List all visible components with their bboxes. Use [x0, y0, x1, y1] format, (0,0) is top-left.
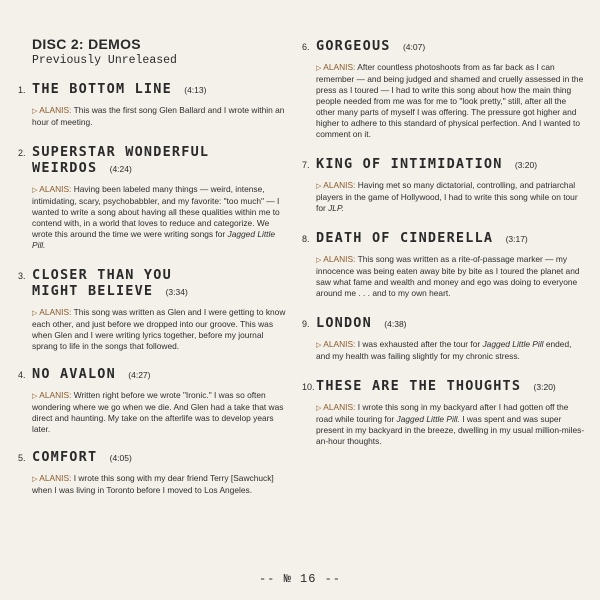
speaker-label: ALANIS:: [39, 184, 72, 194]
track-duration: (3:20): [514, 160, 538, 170]
track-title: THESE ARE THE THOUGHTS (3:20): [316, 378, 556, 394]
speaker-label: ALANIS:: [39, 390, 72, 400]
disc-subtitle: Previously Unreleased: [32, 54, 177, 67]
disc-title: DISC 2: DEMOS: [32, 36, 141, 52]
track-entry: [302, 156, 586, 214]
track-entry: [18, 267, 288, 352]
track-duration: (4:07): [402, 42, 426, 52]
play-triangle-icon: ▷: [316, 257, 322, 264]
track-duration: (3:17): [505, 234, 528, 244]
track-title: GORGEOUS (4:07): [316, 38, 426, 54]
track-duration: (3:34): [165, 287, 188, 297]
track-duration: (4:38): [384, 319, 407, 329]
speaker-label: ALANIS:: [39, 473, 72, 483]
track-note: ▷ ALANIS: Having met so many dictatorial, controlling, and patriarchal players in the game of Hollywood, I had to write this song while on tour for JLP.: [316, 180, 578, 213]
play-triangle-icon: ▷: [32, 310, 38, 317]
track-title: CLOSER THAN YOU MIGHT BELIEVE (3:34): [32, 267, 188, 299]
track-duration: (4:05): [109, 453, 132, 463]
track-note: ▷ ALANIS: This was the first song Glen Ballard and I wrote within an hour of meeting.: [32, 105, 285, 127]
track-number: 4.: [18, 370, 26, 380]
track-duration: (4:27): [128, 370, 151, 380]
play-triangle-icon: ▷: [32, 108, 38, 115]
track-number: 10.: [302, 382, 315, 392]
track-entry: [18, 366, 288, 435]
track-number: 5.: [18, 453, 26, 463]
track-note: ▷ ALANIS: After countless photoshoots from as far back as I can remember — and being judged and shamed and cruelly assessed in the press as I toured — I had to write this song about how the main thing people needed from me was for me to "look pretty," still, after all the other many parts of myself I was offering. The pressure got higher and higher to adhere to this standard of physical perfection. And I wanted to comment on it.: [316, 62, 584, 139]
track-entry: [302, 38, 586, 140]
track-entry: [302, 315, 586, 362]
speaker-label: ALANIS:: [323, 62, 356, 72]
track-title: NO AVALON (4:27): [32, 366, 151, 382]
speaker-label: ALANIS:: [39, 105, 72, 115]
play-triangle-icon: ▷: [316, 342, 322, 349]
track-entry: [18, 81, 288, 128]
track-note: ▷ ALANIS: I wrote this song in my backyard after I had gotten off the road while touring for Jagged Little Pill. I was spent and was super present in my backyard in the breeze, dwelling in my usual million-miles-an-hour thoughts.: [316, 402, 585, 446]
track-number: 7.: [302, 160, 310, 170]
page-number: -- № 16 --: [258, 572, 341, 586]
play-triangle-icon: ▷: [32, 187, 38, 194]
play-triangle-icon: ▷: [32, 476, 38, 483]
track-entry: [302, 230, 586, 299]
track-title: COMFORT (4:05): [32, 449, 132, 465]
track-duration: (4:13): [184, 85, 207, 95]
track-note: ▷ ALANIS: This song was written as a rite-of-passage marker — my innocence was being eaten away bite by bite as I toured the planet and saw what fame and wealth and money and ego was doing to everyone around me . . . and to my own heart.: [316, 254, 580, 298]
track-title: DEATH OF CINDERELLA (3:17): [316, 230, 528, 246]
play-triangle-icon: ▷: [32, 393, 38, 400]
speaker-label: ALANIS:: [39, 307, 72, 317]
track-note: ▷ ALANIS: Written right before we wrote "Ironic." I was so often wondering where we go when we die. And Glen had a take that was direct and haunting. My take on the afterlife was to develop years later.: [32, 390, 284, 434]
play-triangle-icon: ▷: [316, 405, 322, 412]
play-triangle-icon: ▷: [316, 65, 322, 72]
track-entry: [302, 378, 586, 447]
track-title: KING OF INTIMIDATION (3:20): [316, 156, 538, 172]
speaker-label: ALANIS:: [323, 254, 356, 264]
speaker-label: ALANIS:: [323, 402, 356, 412]
track-number: 2.: [18, 148, 26, 158]
track-number: 6.: [302, 42, 310, 52]
track-entry: [18, 449, 288, 496]
track-number: 1.: [18, 85, 26, 95]
left-column: [18, 36, 288, 510]
play-triangle-icon: ▷: [316, 183, 322, 190]
track-number: 8.: [302, 234, 310, 244]
track-note: ▷ ALANIS: This song was written as Glen and I were getting to know each other, and just before we dropped into our groove. This was when Glen and I were writing lyrics together, before my journal sprang to life in the songs that followed.: [32, 307, 286, 351]
track-note: ▷ ALANIS: I wrote this song with my dear friend Terry [Sawchuck] when I was living in Toronto before I moved to Los Angeles.: [32, 473, 274, 495]
right-column: [302, 38, 586, 461]
speaker-label: ALANIS:: [323, 180, 356, 190]
track-number: 9.: [302, 319, 310, 329]
track-title: LONDON (4:38): [316, 315, 407, 331]
track-title: SUPERSTAR WONDERFUL WEIRDOS (4:24): [32, 144, 210, 176]
track-note: ▷ ALANIS: Having been labeled many things — weird, intense, intimidating, scary, psychobabbler, and my favorite: "too much" — I wanted to write a song about having all these qualities within me to contend with, in a world that loves to reduce and categorize. We wrote this around the time we were writing songs for Jagged Little Pill.: [32, 184, 280, 250]
track-note: ▷ ALANIS: I was exhausted after the tour for Jagged Little Pill ended, and my health was failing slightly for my chronic stress.: [316, 339, 572, 361]
track-entry: [18, 144, 288, 251]
track-number: 3.: [18, 271, 26, 281]
speaker-label: ALANIS:: [323, 339, 356, 349]
track-title: THE BOTTOM LINE (4:13): [32, 81, 207, 97]
track-duration: (4:24): [109, 164, 132, 174]
track-duration: (3:20): [533, 382, 556, 392]
